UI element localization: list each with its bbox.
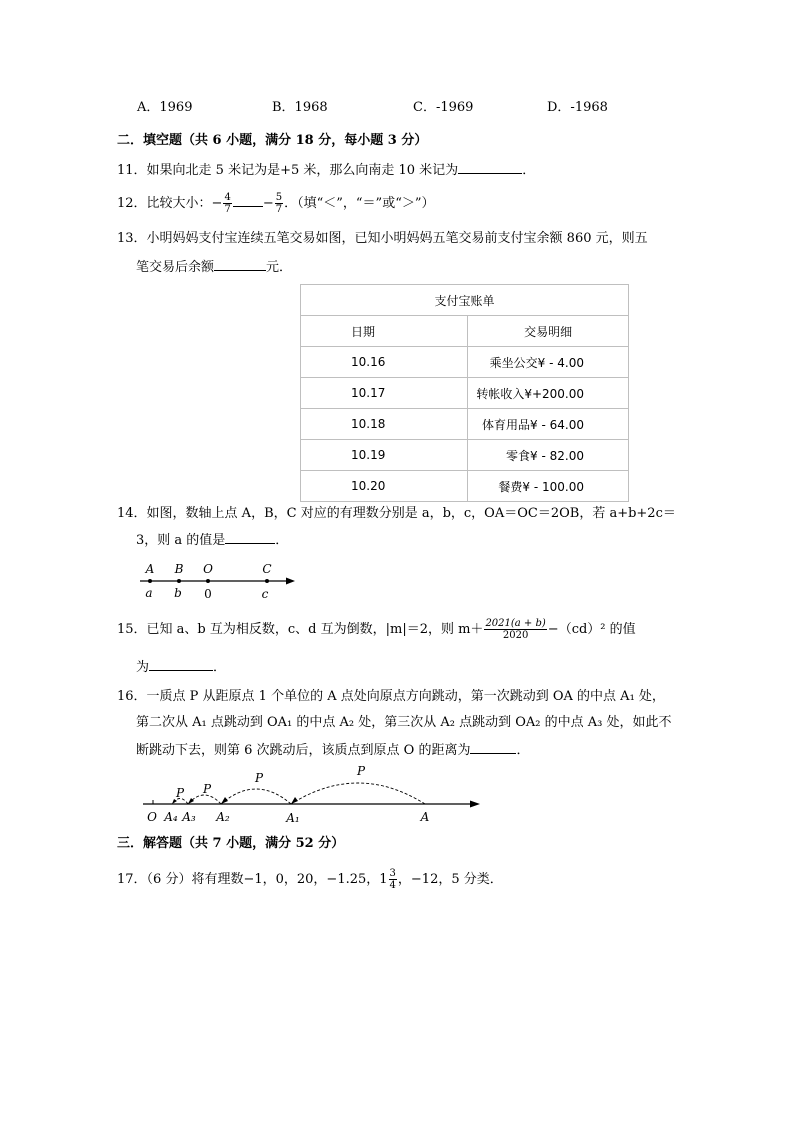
question-11 <box>117 161 535 180</box>
label-c: C <box>262 562 272 576</box>
q13-line2-post: 元． <box>266 260 293 275</box>
q17-frac-num: 3 <box>389 868 396 879</box>
q12-f2-num: 5 <box>275 192 283 203</box>
q16-jump-diagram <box>138 762 488 826</box>
q15-frac-den: 2020 <box>502 630 529 641</box>
q12-fraction-1 <box>223 192 231 215</box>
q16-line2: 第二次从 A₁ 点跳动到 OA₁ 的中点 A₂ 处，第三次从 A₂ 点跳动到 OA₂ 的中点 A₃ 处，如此不 <box>136 715 672 730</box>
option-c: C．-1969 <box>413 100 474 115</box>
q12-post: ．（填“＜”，“＝”或“＞”） <box>284 196 435 211</box>
option-a: A．1969 <box>137 100 193 115</box>
q13-line1: 13．小明妈妈支付宝连续五笔交易如图，已知小明妈妈五笔交易前支付宝余额 860 元，则五 <box>117 231 648 246</box>
row-detail: 餐费¥ - 100.00 <box>468 471 629 502</box>
q16-line1: 16．一质点 P 从距原点 1 个单位的 A 点处向原点方向跳动，第一次跳动到 OA 的中点 A₁ 处， <box>117 689 665 704</box>
q12-answer-blank[interactable] <box>233 192 263 207</box>
q14-line2-post: ． <box>275 533 289 548</box>
q12-f2-den: 7 <box>275 204 283 215</box>
q14-line2 <box>136 531 288 550</box>
q12-f1-den: 7 <box>224 204 231 215</box>
axis-label-a4: A₄ <box>164 810 178 824</box>
q15-post: −（cd）² 的值 <box>547 622 636 637</box>
q15-fraction <box>484 618 546 641</box>
label-b: B <box>174 562 184 576</box>
q11-answer-blank[interactable] <box>458 161 522 174</box>
question-15 <box>117 612 636 648</box>
row-detail: 转帐收入¥+200.00 <box>468 378 629 409</box>
axis-label-a: A <box>420 810 430 824</box>
p-label-4: P <box>175 786 185 800</box>
q11-text: 11．如果向北走 5 米记为是+5 米，那么向南走 10 米记为 <box>117 163 459 178</box>
q12-fraction-2 <box>275 192 283 215</box>
table-row <box>301 409 629 440</box>
question-17 <box>117 862 503 898</box>
q17-post: ，−12，5 分类． <box>397 872 503 887</box>
table-row <box>301 347 629 378</box>
q14-number-line <box>135 558 305 608</box>
section3-title: 三．解答题（共 7 小题，满分 52 分） <box>117 836 345 851</box>
q14-answer-blank[interactable] <box>225 531 275 544</box>
q16-line3-pre: 断跳动下去，则第 6 次跳动后，该质点到原点 O 的距离为 <box>136 743 471 758</box>
point-c-dot <box>265 579 269 583</box>
axis-label-a3: A₃ <box>182 810 196 824</box>
q12-f1-sign: − <box>211 196 223 211</box>
value-o: 0 <box>204 587 212 601</box>
table-header-row <box>301 316 629 347</box>
axis-label-o: O <box>147 810 157 824</box>
value-c: c <box>261 587 269 601</box>
point-o-dot <box>206 579 210 583</box>
point-b-dot <box>177 579 181 583</box>
option-d: D．-1968 <box>547 100 608 115</box>
p-label-3: P <box>202 782 212 796</box>
row-detail: 零食¥ - 82.00 <box>468 440 629 471</box>
q12-pre: 12．比较大小： <box>117 196 212 211</box>
q14-line2-pre: 3，则 a 的值是 <box>136 533 226 548</box>
table-row <box>301 471 629 502</box>
q17-mixed-fraction <box>389 868 397 891</box>
q13-line2-pre: 笔交易后余额 <box>136 260 215 275</box>
q17-pre: 17．（6 分）将有理数−1，0，20，−1.25，1 <box>117 872 388 887</box>
table-row <box>301 378 629 409</box>
q16-line3-post: ． <box>516 743 530 758</box>
row-date: 10.16 <box>301 347 468 378</box>
option-b: B．1968 <box>272 100 328 115</box>
p-label-2: P <box>254 771 264 785</box>
axis-label-a1: A₁ <box>286 811 300 825</box>
q13-answer-blank[interactable] <box>214 258 266 271</box>
row-date: 10.20 <box>301 471 468 502</box>
alipay-bill-table <box>300 284 629 502</box>
q16-answer-blank[interactable] <box>470 741 516 754</box>
q15-frac-num: 2021(a + b) <box>485 618 546 629</box>
value-a: a <box>145 586 153 600</box>
q17-frac-den: 4 <box>389 880 396 891</box>
label-a: A <box>145 562 155 576</box>
value-b: b <box>174 586 182 600</box>
jump-arc-2 <box>221 789 291 804</box>
q15-line2-post: ． <box>213 660 227 675</box>
axis-label-a2: A₂ <box>216 810 230 824</box>
jump-arc-1 <box>291 783 425 804</box>
q15-line2 <box>136 658 226 677</box>
row-date: 10.17 <box>301 378 468 409</box>
table-title: 支付宝账单 <box>301 285 629 316</box>
row-date: 10.18 <box>301 409 468 440</box>
q15-answer-blank[interactable] <box>149 658 213 671</box>
label-o: O <box>203 562 213 576</box>
question-12 <box>117 188 435 220</box>
q11-end: ． <box>522 163 536 178</box>
q16-line3 <box>136 741 529 760</box>
q12-f2-sign: − <box>262 196 274 211</box>
table-title-row <box>301 285 629 316</box>
q12-f1-num: 4 <box>224 192 231 203</box>
q14-line1: 14．如图，数轴上点 A，B，C 对应的有理数分别是 a，b，c，OA＝OC＝2OB，若 a+b+2c＝ <box>117 506 676 521</box>
point-a-dot <box>148 579 152 583</box>
row-date: 10.19 <box>301 440 468 471</box>
table-row <box>301 440 629 471</box>
row-detail: 乘坐公交¥ - 4.00 <box>468 347 629 378</box>
header-detail: 交易明细 <box>468 316 629 347</box>
q15-pre: 15．已知 a、b 互为相反数，c、d 互为倒数，|m|＝2，则 m＋ <box>117 622 484 637</box>
q13-line2 <box>136 258 292 277</box>
header-date: 日期 <box>301 316 468 347</box>
jump-arc-3 <box>188 795 221 804</box>
q15-line2-pre: 为 <box>136 660 150 675</box>
p-label-1: P <box>356 764 366 778</box>
section2-title: 二．填空题（共 6 小题，满分 18 分，每小题 3 分） <box>117 133 428 148</box>
row-detail: 体育用品¥ - 64.00 <box>468 409 629 440</box>
